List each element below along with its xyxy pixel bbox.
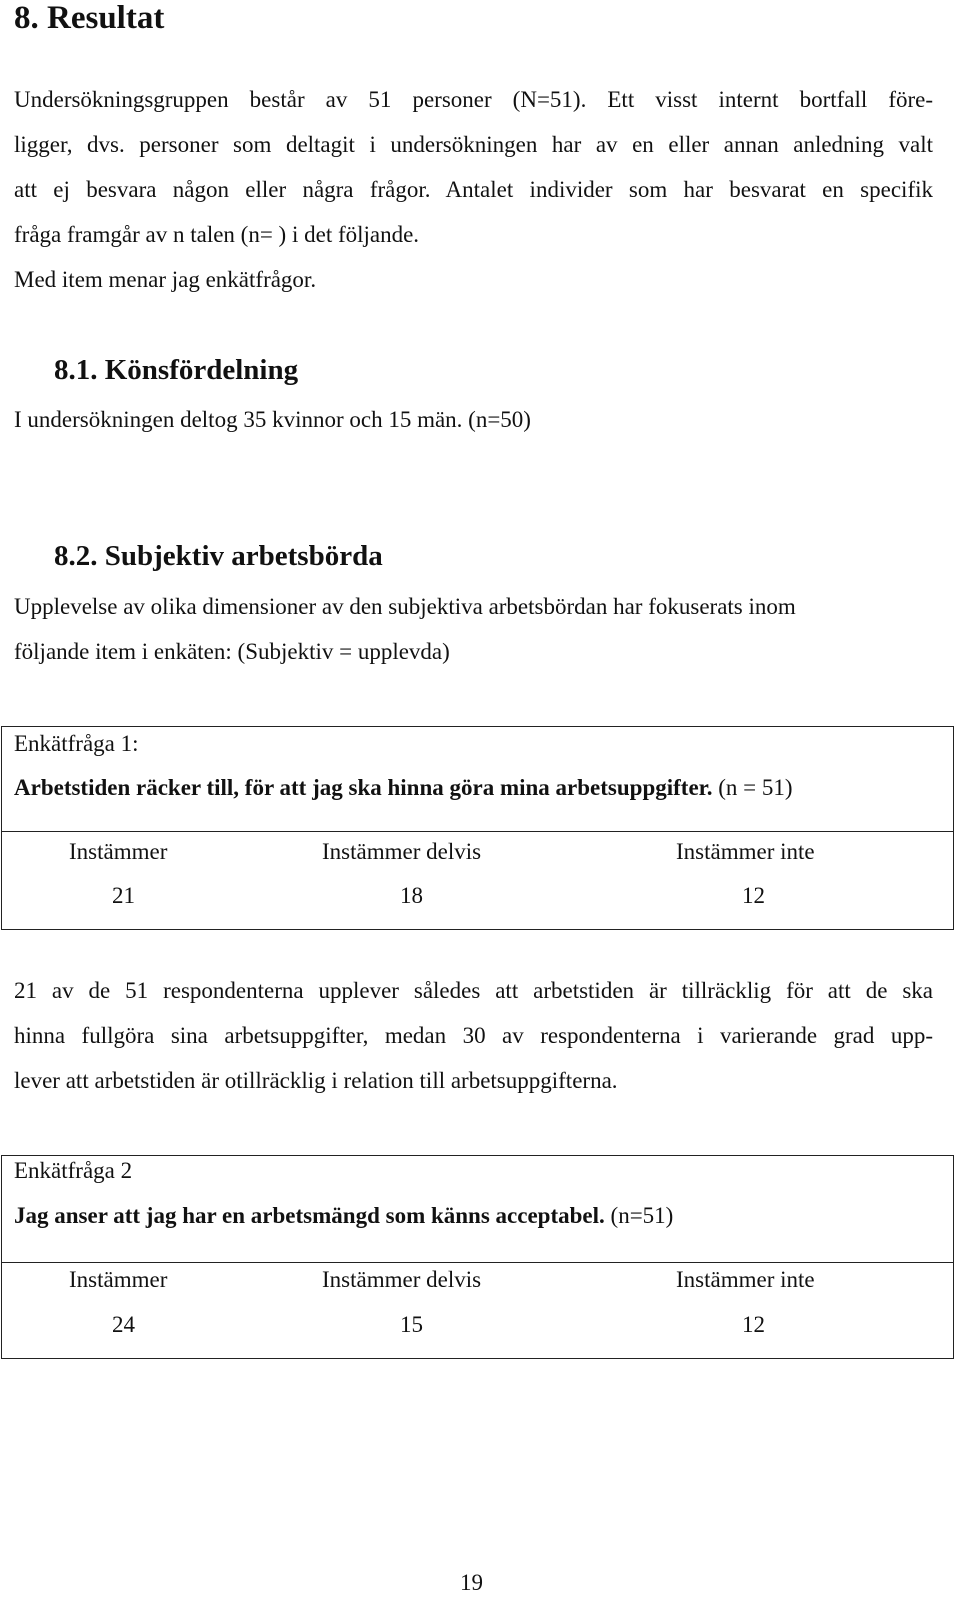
question-2-divider [2,1262,953,1263]
section-title: 8. Resultat [14,0,165,36]
gender-heading: 8.1. Könsfördelning [54,354,299,386]
question-1-label: Enkätfråga 1: [14,731,139,756]
answer-count: 24 [112,1312,135,1337]
question-1-comment [14,968,933,1103]
answer-label: Instämmer [69,839,168,864]
answer-label: Instämmer inte [676,1267,815,1292]
question-1-n: (n = 51) [718,775,793,800]
question-1-text: Arbetstiden räcker till, för att jag ska hinna göra mina arbetsuppgifter. [14,775,713,800]
workload-intro-line: följande item i enkäten: (Subjektiv = upplevda) [14,639,450,664]
gender-text: I undersökningen deltog 35 kvinnor och 15 män. (n=50) [14,407,531,432]
workload-heading: 8.2. Subjektiv arbetsbörda [54,540,383,572]
question-1-divider [2,831,953,832]
answer-count: 12 [742,883,765,908]
intro-paragraph [14,77,933,302]
page-number: 19 [460,1570,483,1595]
question-1-box [1,726,954,930]
question-2-text: Jag anser att jag har en arbetsmängd som känns acceptabel. [14,1203,605,1228]
comment-line: hinna fullgöra sina arbetsuppgifter, medan 30 av respondenterna i varierande grad upp- [14,1023,933,1048]
intro-line: att ej besvara någon eller några frågor. Antalet individer som har besvarat en specifik [14,177,933,202]
item-note: Med item menar jag enkätfrågor. [14,267,317,292]
answer-label: Instämmer inte [676,839,815,864]
answer-count: 18 [400,883,423,908]
comment-line: lever att arbetstiden är otillräcklig i relation till arbetsuppgifterna. [14,1068,618,1093]
question-2-label: Enkätfråga 2 [14,1158,133,1183]
question-2-n: (n=51) [610,1203,674,1228]
answer-count: 15 [400,1312,423,1337]
question-2-box [1,1155,954,1359]
answer-label: Instämmer [69,1267,168,1292]
intro-line: fråga framgår av n talen (n= ) i det följande. [14,222,420,247]
workload-intro-line: Upplevelse av olika dimensioner av den subjektiva arbetsbördan har fokuserats inom [14,594,796,619]
intro-line: ligger, dvs. personer som deltagit i undersökningen har av en eller annan anledning valt [14,132,933,157]
answer-count: 21 [112,883,135,908]
question-1-text-row [14,774,793,802]
intro-line: Undersökningsgruppen består av 51 personer (N=51). Ett visst internt bortfall före- [14,87,933,112]
answer-label: Instämmer delvis [322,1267,482,1292]
answer-count: 12 [742,1312,765,1337]
workload-intro [14,584,933,674]
question-2-text-row [14,1202,673,1230]
answer-label: Instämmer delvis [322,839,482,864]
comment-line: 21 av de 51 respondenterna upplever således att arbetstiden är tillräcklig för att de ska [14,978,933,1003]
